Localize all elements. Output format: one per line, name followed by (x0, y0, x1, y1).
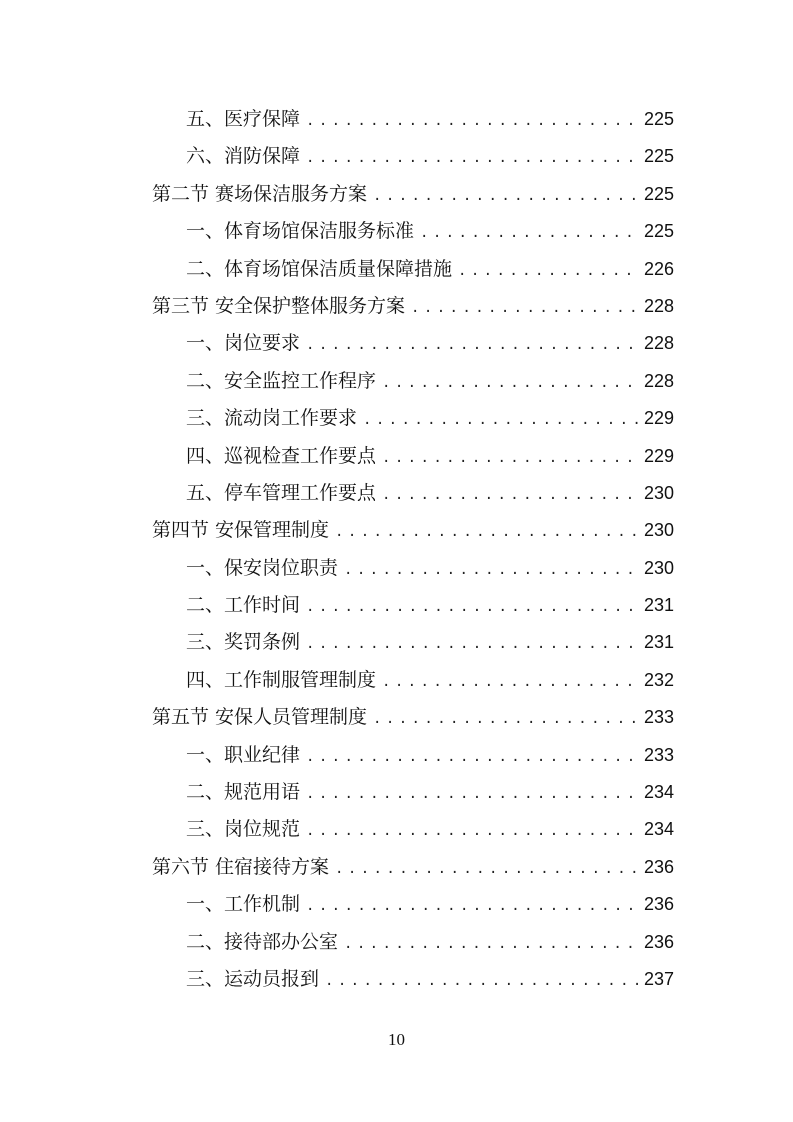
toc-entry-page: 237 (643, 968, 674, 989)
toc-entry-label: 六、消防保障 (186, 145, 301, 168)
toc-entry-page: 225 (643, 183, 674, 204)
toc-entry-label: 四、巡视检查工作要点 (186, 444, 377, 467)
toc-section-entry[interactable] (152, 699, 674, 736)
toc-dot-leader (306, 776, 638, 813)
toc-entry-page: 236 (643, 931, 674, 952)
toc-entry[interactable] (152, 662, 674, 699)
toc-dot-leader (306, 103, 638, 140)
toc-entry[interactable] (152, 363, 674, 400)
toc-entry[interactable] (152, 811, 674, 848)
toc-entry[interactable] (152, 737, 674, 774)
toc-entry-label: 三、岗位规范 (186, 818, 301, 841)
toc-entry-label: 二、规范用语 (186, 781, 301, 804)
toc-dot-leader (306, 140, 638, 177)
toc-entry-page: 228 (643, 370, 674, 391)
table-of-contents (152, 101, 674, 998)
toc-entry-label: 第六节 住宿接待方案 (152, 855, 330, 878)
toc-entry-page: 229 (643, 445, 674, 466)
toc-dot-leader (344, 552, 638, 589)
toc-entry-page: 229 (643, 408, 674, 429)
toc-section-entry[interactable] (152, 176, 674, 213)
toc-dot-leader (306, 888, 638, 925)
toc-entry-page: 233 (643, 707, 674, 728)
toc-entry-label: 一、工作机制 (186, 893, 301, 916)
toc-entry-page: 231 (643, 632, 674, 653)
toc-entry-page: 228 (643, 295, 674, 316)
toc-entry-label: 二、工作时间 (186, 594, 301, 617)
toc-dot-leader (306, 813, 638, 850)
toc-dot-leader (382, 440, 638, 477)
toc-entry-label: 二、体育场馆保洁质量保障措施 (186, 257, 453, 280)
toc-dot-leader (382, 664, 638, 701)
toc-dot-leader (458, 253, 638, 290)
toc-dot-leader (382, 365, 638, 402)
toc-entry[interactable] (152, 400, 674, 437)
toc-entry[interactable] (152, 251, 674, 288)
toc-entry[interactable] (152, 624, 674, 661)
toc-entry-page: 230 (643, 520, 674, 541)
toc-dot-leader (306, 626, 638, 663)
toc-entry-page: 225 (643, 109, 674, 129)
toc-entry-page: 236 (643, 856, 674, 877)
toc-entry-label: 一、岗位要求 (186, 332, 301, 355)
toc-entry-page: 230 (643, 557, 674, 578)
toc-entry-page: 228 (643, 333, 674, 354)
toc-dot-leader (411, 290, 638, 327)
toc-dot-leader (335, 514, 638, 551)
toc-entry-page: 236 (643, 894, 674, 915)
toc-entry-label: 一、体育场馆保洁服务标准 (186, 220, 415, 243)
toc-entry-label: 四、工作制服管理制度 (186, 668, 377, 691)
toc-entry[interactable] (152, 774, 674, 811)
toc-entry-label: 五、停车管理工作要点 (186, 481, 377, 504)
toc-dot-leader (335, 851, 638, 888)
toc-dot-leader (325, 963, 638, 1000)
toc-entry-page: 234 (643, 819, 674, 840)
toc-dot-leader (306, 589, 638, 626)
toc-entry-label: 第五节 安保人员管理制度 (152, 706, 368, 729)
toc-entry[interactable] (152, 475, 674, 512)
toc-dot-leader (420, 215, 638, 252)
toc-entry[interactable] (152, 886, 674, 923)
toc-entry-label: 二、接待部办公室 (186, 930, 339, 953)
toc-section-entry[interactable] (152, 512, 674, 549)
toc-section-entry[interactable] (152, 288, 674, 325)
toc-dot-leader (306, 327, 638, 364)
toc-entry[interactable] (152, 138, 674, 175)
page-number: 10 (388, 1030, 405, 1049)
toc-dot-leader (344, 926, 638, 963)
toc-entry-page: 232 (643, 669, 674, 690)
toc-entry-label: 二、安全监控工作程序 (186, 369, 377, 392)
toc-entry[interactable] (152, 325, 674, 362)
toc-entry-page: 225 (643, 221, 674, 242)
toc-entry-label: 三、流动岗工作要求 (186, 407, 358, 430)
toc-entry-label: 三、奖罚条例 (186, 631, 301, 654)
toc-dot-leader (363, 402, 638, 439)
toc-entry-page: 225 (643, 146, 674, 167)
toc-dot-leader (373, 178, 638, 215)
toc-entry-page: 231 (643, 595, 674, 616)
toc-entry-label: 一、职业纪律 (186, 743, 301, 766)
toc-entry[interactable] (152, 961, 674, 998)
toc-entry[interactable] (152, 438, 674, 475)
toc-entry[interactable] (152, 213, 674, 250)
toc-dot-leader (306, 739, 638, 776)
toc-entry-label: 第四节 安保管理制度 (152, 519, 330, 542)
toc-dot-leader (382, 477, 638, 514)
toc-entry[interactable] (152, 550, 674, 587)
toc-dot-leader (373, 701, 638, 738)
toc-entry-page: 226 (643, 258, 674, 279)
toc-entry-label: 三、运动员报到 (186, 967, 320, 990)
toc-entry-label: 第三节 安全保护整体服务方案 (152, 294, 406, 317)
toc-entry-label: 第二节 赛场保洁服务方案 (152, 182, 368, 205)
toc-entry[interactable] (152, 587, 674, 624)
toc-entry-page: 233 (643, 744, 674, 765)
toc-entry[interactable] (152, 924, 674, 961)
toc-entry-label: 五、医疗保障 (186, 108, 301, 130)
toc-section-entry[interactable] (152, 849, 674, 886)
toc-entry-label: 一、保安岗位职责 (186, 556, 339, 579)
toc-entry-page: 230 (643, 482, 674, 503)
toc-entry-page: 234 (643, 782, 674, 803)
toc-entry[interactable] (152, 101, 674, 138)
